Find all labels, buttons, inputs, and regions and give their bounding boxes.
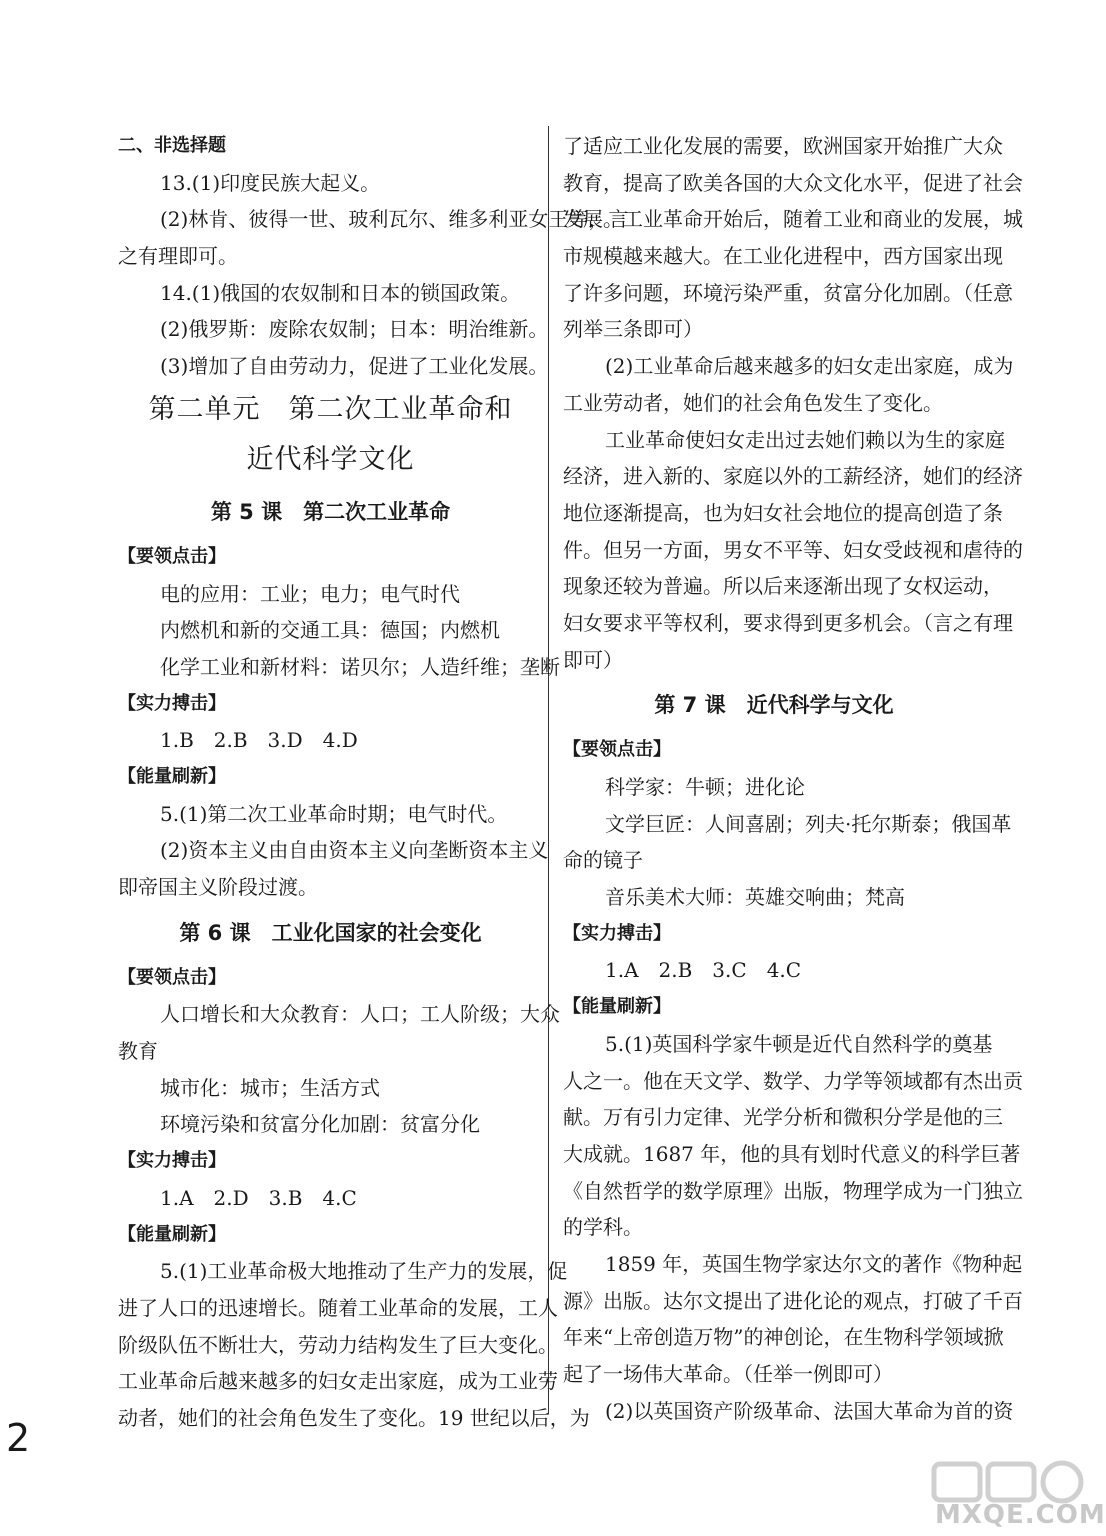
section-heading: 【实力搏击】: [118, 1150, 226, 1172]
text-line: 教育: [118, 1039, 158, 1064]
text-line: 妇女要求平等权利，要求得到更多机会。（言之有理: [563, 610, 1013, 635]
text-line: (2)俄罗斯：废除农奴制；日本：明治维新。: [160, 317, 549, 342]
section-heading: 【要领点击】: [563, 739, 671, 761]
right-column: [563, 128, 1023, 1429]
text-line: 经济，进入新的、家庭以外的工薪经济，她们的经济: [563, 464, 1023, 489]
text-line: 大成就。1687 年，他的具有划时代意义的科学巨著: [563, 1141, 1021, 1166]
section-heading: 【能量刷新】: [563, 996, 671, 1018]
text-line: (3)增加了自由劳动力，促进了工业化发展。: [160, 354, 549, 379]
text-line: 现象还较为普遍。所以后来逐渐出现了女权运动，: [563, 574, 1003, 599]
section-heading: 【要领点击】: [118, 545, 226, 567]
text-line: 1.A 2.D 3.B 4.C: [160, 1185, 357, 1210]
page-number: 2: [6, 1416, 31, 1460]
text-line: 科学家：牛顿；进化论: [605, 775, 805, 799]
text-line: 的学科。: [563, 1215, 643, 1240]
text-line: 阶级队伍不断壮大，劳动力结构发生了巨大变化。: [118, 1332, 558, 1357]
text-line: 了许多问题，环境污染严重，贫富分化加剧。（任意: [563, 280, 1013, 305]
text-line: (2)资本主义由自由资本主义向垄断资本主义: [160, 838, 549, 863]
watermark-text: MXQE.COM: [935, 1500, 1106, 1530]
text-line: 城市化：城市；生活方式: [160, 1075, 380, 1100]
text-line: 献。万有引力定律、光学分析和微积分学是他的三: [563, 1105, 1003, 1130]
text-line: 1.B 2.B 3.D 4.D: [160, 728, 358, 753]
lesson-title: 第 7 课 近代科学与文化: [654, 693, 894, 718]
text-line: 了适应工业化发展的需要，欧洲国家开始推广大众: [563, 134, 1003, 158]
text-line: 14.(1)俄国的农奴制和日本的锁国政策。: [160, 280, 521, 305]
text-line: 即可）: [563, 647, 623, 672]
text-line: (2)以英国资产阶级革命、法国大革命为首的资: [605, 1398, 1014, 1423]
unit-title: 近代科学文化: [246, 443, 415, 475]
text-line: 起了一场伟大革命。（任举一例即可）: [563, 1362, 893, 1386]
text-line: 文学巨匠：人间喜剧；列夫·托尔斯泰；俄国革: [605, 811, 1012, 836]
text-line: 教育，提高了欧美各国的大众文化水平，促进了社会: [563, 170, 1023, 195]
text-line: 年来“上帝创造万物”的神创论，在生物科学领域掀: [563, 1325, 1004, 1350]
lesson-title: 第 5 课 第二次工业革命: [210, 499, 451, 524]
section-heading: 【实力搏击】: [118, 692, 226, 714]
text-line: 工业劳动者，她们的社会角色发生了变化。: [563, 390, 943, 415]
text-line: 音乐美术大师：英雄交响曲；梵高: [605, 885, 905, 910]
text-line: 5.(1)工业革命极大地推动了生产力的发展，促: [160, 1259, 568, 1284]
section-heading: 【要领点击】: [118, 966, 226, 988]
text-line: 环境污染和贫富分化加剧：贫富分化: [160, 1112, 480, 1137]
text-line: 件。但另一方面，男女不平等、妇女受歧视和虐待的: [563, 537, 1023, 562]
text-line: 1859 年，英国生物学家达尔文的著作《物种起: [605, 1251, 1023, 1276]
text-line: 《自然哲学的数学原理》出版，物理学成为一门独立: [563, 1178, 1023, 1203]
text-line: 之有理即可。: [118, 244, 238, 269]
text-line: (2)工业革命后越来越多的妇女走出家庭，成为: [605, 354, 1014, 379]
text-line: 即帝国主义阶段过渡。: [118, 875, 318, 899]
text-line: 5.(1)英国科学家牛顿是近代自然科学的奠基: [605, 1031, 993, 1056]
text-line: 人口增长和大众教育：人口；工人阶级；大众: [160, 1002, 560, 1027]
text-line: 人之一。他在天文学、数学、力学等领域都有杰出贡: [563, 1068, 1023, 1093]
lesson-title: 第 6 课 工业化国家的社会变化: [179, 920, 482, 945]
text-line: 动者，她们的社会角色发生了变化。19 世纪以后，为: [118, 1405, 590, 1430]
text-line: 发展。工业革命开始后，随着工业和商业的发展，城: [563, 207, 1023, 232]
section-heading: 【实力搏击】: [563, 922, 671, 944]
text-line: 源》出版。达尔文提出了进化论的观点，打破了千百: [563, 1288, 1023, 1313]
text-line: 命的镜子: [563, 848, 643, 873]
text-line: 电的应用：工业；电力；电气时代: [160, 581, 460, 606]
unit-title: 第二单元 第二次工业革命和: [148, 393, 513, 425]
text-line: 内燃机和新的交通工具：德国；内燃机: [160, 618, 500, 643]
text-line: 进了人口的迅速增长。随着工业革命的发展，工人: [118, 1295, 558, 1320]
text-line: 5.(1)第二次工业革命时期；电气时代。: [160, 801, 508, 826]
text-line: 地位逐渐提高，也为妇女社会地位的提高创造了条: [563, 500, 1003, 525]
text-line: 工业革命使妇女走出过去她们赖以为生的家庭: [605, 427, 1005, 452]
text-line: 工业革命后越来越多的妇女走出家庭，成为工业劳: [118, 1369, 558, 1394]
section-heading: 【能量刷新】: [118, 765, 226, 787]
text-line: 化学工业和新材料：诺贝尔；人造纤维；垄断: [160, 654, 560, 679]
text-line: 13.(1)印度民族大起义。: [160, 170, 381, 195]
text-line: 市规模越来越大。在工业化进程中，西方国家出现: [563, 244, 1003, 269]
text-line: 列举三条即可）: [563, 317, 703, 342]
section-heading: 二、非选择题: [118, 135, 226, 156]
text-line: 1.A 2.B 3.C 4.C: [605, 958, 802, 983]
text-line: (2)林肯、彼得一世、玻利瓦尔、维多利亚女王等，言: [160, 207, 629, 232]
section-heading: 【能量刷新】: [118, 1223, 226, 1245]
